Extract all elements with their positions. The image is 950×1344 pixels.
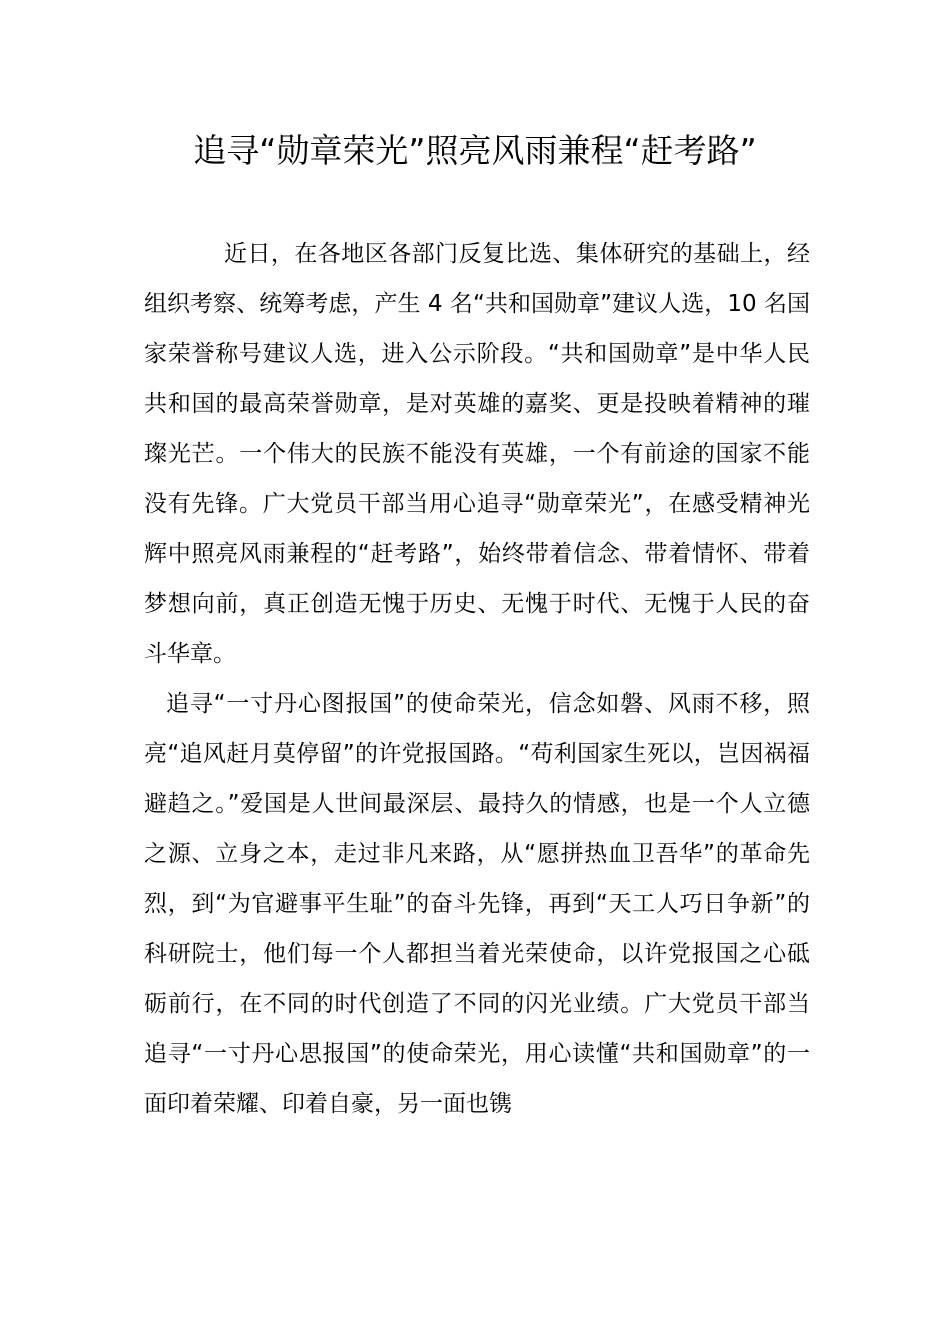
document-body bbox=[144, 229, 810, 1129]
paragraph-1: 近日，在各地区各部门反复比选、集体研究的基础上，经组织考察、统筹考虑，产生 4 名“共和国勋章”建议人选，10 名国家荣誉称号建议人选，进入公示阶段。“共和国勋章”是中华人民共和国的最高荣誉勋章，是对英雄的嘉奖、更是投映着精神的璀璨光芒。一个伟大的民族不能没有英雄，一个有前途的国家不能没有先锋。广大党员干部当用心追寻“勋章荣光”，在感受精神光辉中照亮风雨兼程的“赶考路”，始终带着信念、带着情怀、带着梦想向前，真正创造无愧于历史、无愧于时代、无愧于人民的奋斗华章。 bbox=[144, 241, 810, 667]
paragraph-2: 追寻“一寸丹心图报国”的使命荣光，信念如磐、风雨不移，照亮“追风赶月莫停留”的许党报国路。“苟利国家生死以，岂因祸福避趋之。”爱国是人世间最深层、最持久的情感，也是一个人立德之源、立身之本，走过非凡来路，从“愿拼热血卫吾华”的革命先烈，到“为官避事平生耻”的奋斗先锋，再到“天工人巧日争新”的科研院士，他们每一个人都担当着光荣使命，以许党报国之心砥砺前行，在不同的时代创造了不同的闪光业绩。广大党员干部当追寻“一寸丹心思报国”的使命荣光，用心读懂“共和国勋章”的一面印着荣耀、印着自豪，另一面也镌 bbox=[144, 691, 810, 1117]
document-title: 追寻“勋章荣光”照亮风雨兼程“赶考路” bbox=[193, 131, 757, 170]
